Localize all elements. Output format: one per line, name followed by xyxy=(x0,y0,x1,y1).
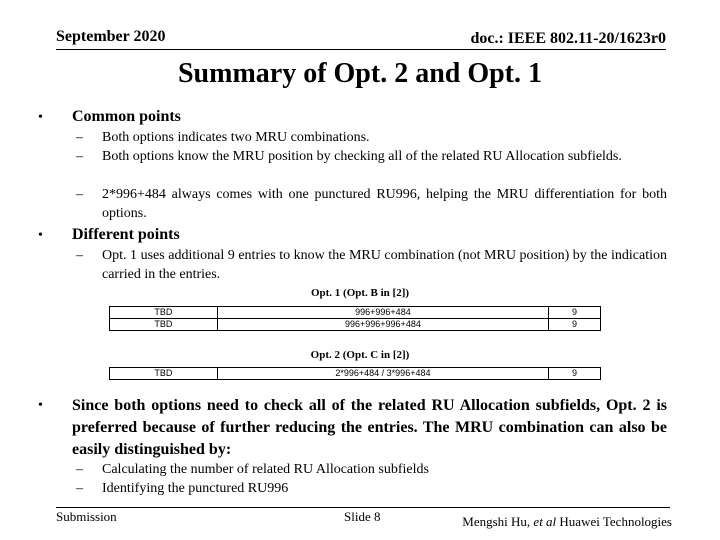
conclusion-item-2 xyxy=(76,479,667,498)
dash-marker: – xyxy=(76,462,83,477)
different-item-1 xyxy=(76,246,667,284)
footer-submission: Submission xyxy=(56,509,117,524)
table1 xyxy=(109,306,601,331)
table-cell-count: 9 xyxy=(549,319,601,331)
table-cell-mru: 996+996+996+484 xyxy=(217,319,548,331)
different-item-1-text: Opt. 1 uses additional 9 entries to know the MRU combination (not MRU position) by the indication carried in the entries. xyxy=(102,248,667,282)
table-cell-index: TBD xyxy=(110,319,218,331)
bullet-different: • xyxy=(38,228,43,243)
table-cell-index: TBD xyxy=(110,307,218,319)
different-heading: Different points xyxy=(72,226,180,243)
table1-caption: Opt. 1 (Opt. B in [2]) xyxy=(310,287,410,299)
header-doc-id: doc.: IEEE 802.11-20/1623r0 xyxy=(470,30,666,47)
header-rule xyxy=(56,49,666,50)
footer-slide-number: Slide 8 xyxy=(344,509,381,524)
header-date: September 2020 xyxy=(56,28,166,45)
dash-marker: – xyxy=(76,481,83,496)
bullet-conclusion: • xyxy=(38,398,43,413)
table-cell-mru: 996+996+484 xyxy=(217,307,548,319)
conclusion-item-1-text: Calculating the number of related RU Allocation subfields xyxy=(102,462,429,477)
common-item-3 xyxy=(76,185,667,223)
table-cell-count: 9 xyxy=(549,307,601,319)
dash-marker: – xyxy=(76,149,83,164)
footer-author xyxy=(430,514,672,530)
conclusion-item-1 xyxy=(76,460,667,479)
footer-author-etal: et al xyxy=(533,514,557,529)
dash-marker: – xyxy=(76,130,83,145)
common-item-3-text: 2*996+484 always comes with one punctured RU996, helping the MRU differentiation for both options. xyxy=(102,187,667,221)
table-cell-mru: 2*996+484 / 3*996+484 xyxy=(217,368,548,380)
dash-marker: – xyxy=(76,248,83,263)
table-row xyxy=(110,368,601,380)
conclusion-text: Since both options need to check all of the related RU Allocation subfields, Opt. 2 is preferred because of further reducing the entries. The MRU combination can also be easily distinguished by: xyxy=(72,397,667,458)
table2 xyxy=(109,367,601,380)
common-heading: Common points xyxy=(72,108,181,125)
common-item-1 xyxy=(76,128,667,147)
footer-author-org: Huawei Technologies xyxy=(556,514,672,529)
dash-marker: – xyxy=(76,187,83,202)
common-item-2-text: Both options know the MRU position by checking all of the related RU Allocation subfields. xyxy=(102,149,622,164)
footer-rule xyxy=(56,507,670,508)
conclusion-item-2-text: Identifying the punctured RU996 xyxy=(102,481,289,496)
table-cell-count: 9 xyxy=(549,368,601,380)
common-item-2 xyxy=(76,147,667,166)
slide-title: Summary of Opt. 2 and Opt. 1 xyxy=(177,58,543,89)
table-cell-index: TBD xyxy=(110,368,218,380)
table-row xyxy=(110,319,601,331)
table2-caption: Opt. 2 (Opt. C in [2]) xyxy=(310,349,410,361)
footer-author-name: Mengshi Hu, xyxy=(462,514,534,529)
common-item-1-text: Both options indicates two MRU combinations. xyxy=(102,130,370,145)
table-row xyxy=(110,307,601,319)
bullet-common: • xyxy=(38,110,43,125)
